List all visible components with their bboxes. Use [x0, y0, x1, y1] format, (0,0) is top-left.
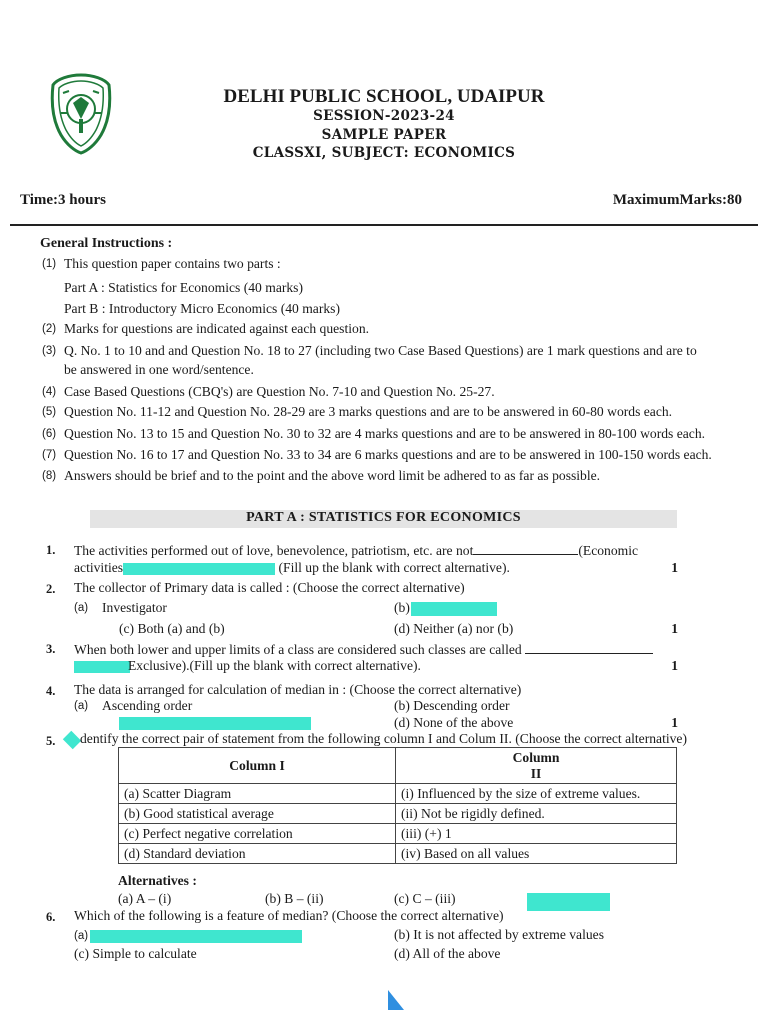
- maximum-marks: MaximumMarks:80: [612, 192, 742, 208]
- question-number: 4.: [46, 684, 56, 698]
- instruction-number: (4): [42, 386, 57, 398]
- question-text: [74, 541, 638, 560]
- table-cell: (ii) Not be rigidly defined.: [396, 804, 677, 824]
- option-label: (a): [74, 602, 89, 614]
- instruction-text: Answers should be brief and to the point and the above word limit be adhered to as far as possible.: [64, 468, 601, 483]
- instruction-text: Question No. 16 to 17 and Question No. 33 to 34 are 6 marks questions and are to be answered in 100-150 words each.: [64, 447, 712, 462]
- question-marks: 1: [671, 715, 678, 730]
- option-text: (d) Neither (a) nor (b): [394, 621, 514, 636]
- instruction-number: (3): [42, 345, 57, 357]
- table-cell: (d) Standard deviation: [119, 844, 396, 864]
- table-cell: (b) Good statistical average: [119, 804, 396, 824]
- question-marks: 1: [671, 560, 678, 575]
- instruction-number: (8): [42, 470, 57, 482]
- question-1-line2-end: (Fill up the blank with correct alternative).: [278, 560, 510, 575]
- answer-blank: [473, 541, 578, 555]
- option-text: (b) It is not affected by extreme values: [394, 927, 604, 942]
- alternative-option: (c) C – (iii): [394, 891, 456, 906]
- column-header: Column I: [119, 748, 396, 784]
- option-text: Investigator: [102, 600, 167, 615]
- table-row: [119, 784, 677, 804]
- instruction-text: Part A : Statistics for Economics (40 marks): [64, 280, 303, 295]
- redaction-highlight: [411, 602, 497, 616]
- question-marks: 1: [671, 658, 678, 673]
- question-1-line2-start: activities: [74, 560, 124, 575]
- table-cell: (a) Scatter Diagram: [119, 784, 396, 804]
- alternative-option: (a) A – (i): [118, 891, 172, 906]
- option-text: (d) All of the above: [394, 946, 501, 961]
- instruction-number: (7): [42, 449, 57, 461]
- redaction-highlight: [123, 563, 275, 575]
- question-number: 2.: [46, 582, 56, 596]
- instructions-heading: General Instructions :: [40, 236, 173, 251]
- instruction-text: Q. No. 1 to 10 and and Question No. 18 to 27 (including two Case Based Questions) are 1 mark questions and are to: [64, 343, 697, 358]
- instruction-number: (6): [42, 428, 57, 440]
- question-1-tail: (Economic: [578, 543, 638, 558]
- column-header-line: II: [530, 765, 542, 781]
- question-text-line2: [74, 560, 510, 577]
- question-number: 1.: [46, 543, 56, 557]
- header-divider: [10, 224, 758, 226]
- class-subject: CLASSXI, SUBJECT: ECONOMICS: [252, 145, 516, 161]
- redaction-highlight: [527, 893, 610, 911]
- answer-blank: [525, 640, 653, 654]
- paper-type: SAMPLE PAPER: [321, 127, 447, 143]
- instruction-text: be answered in one word/sentence.: [64, 362, 254, 377]
- table-cell: (c) Perfect negative correlation: [119, 824, 396, 844]
- question-1-text: The activities performed out of love, benevolence, patriotism, etc. are not: [74, 543, 474, 558]
- option-label: (a): [74, 930, 89, 942]
- school-name: DELHI PUBLIC SCHOOL, UDAIPUR: [223, 86, 545, 107]
- table-row: [119, 804, 677, 824]
- question-3-line2: Exclusive).(Fill up the blank with correct alternative).: [128, 658, 421, 673]
- instruction-text: Marks for questions are indicated against each question.: [64, 321, 370, 336]
- redaction-highlight: [63, 731, 81, 749]
- question-number: 5.: [46, 734, 56, 748]
- table-cell: (i) Influenced by the size of extreme values.: [396, 784, 677, 804]
- redaction-highlight: [119, 717, 311, 730]
- question-6-text: Which of the following is a feature of median? (Choose the correct alternative): [74, 908, 504, 923]
- session-label: SESSION-2023-24: [313, 108, 455, 124]
- column-header: [396, 748, 677, 784]
- instruction-text: Question No. 11-12 and Question No. 28-29 are 3 marks questions and are to be answered in 60-80 words each.: [64, 404, 673, 419]
- question-3-text: When both lower and upper limits of a class are considered such classes are called: [74, 642, 522, 657]
- question-number: 6.: [46, 910, 56, 924]
- instruction-text: Question No. 13 to 15 and Question No. 30 to 32 are 4 marks questions and are to be answered in 80-100 words each.: [64, 426, 706, 441]
- alternative-option: (b) B – (ii): [265, 891, 324, 906]
- cursor-arrow-icon: [386, 988, 406, 1012]
- instruction-number: (5): [42, 406, 57, 418]
- instruction-number: (1): [42, 258, 57, 270]
- table-cell: (iii) (+) 1: [396, 824, 677, 844]
- time-allowed: Time:3 hours: [20, 192, 106, 208]
- instruction-text: This question paper contains two parts :: [64, 256, 281, 271]
- instruction-text: Case Based Questions (CBQ's) are Question No. 7-10 and Question No. 25-27.: [64, 384, 495, 399]
- question-2-text: The collector of Primary data is called : (Choose the correct alternative): [74, 580, 465, 595]
- question-5-text: dentify the correct pair of statement from the following column I and Colum II. (Choose the correct alternative): [80, 731, 687, 746]
- question-marks: 1: [671, 621, 678, 636]
- option-text: (c) Simple to calculate: [74, 946, 197, 961]
- alternatives-heading: Alternatives :: [118, 873, 197, 888]
- table-header-row: [119, 748, 677, 784]
- question-4-text: The data is arranged for calculation of median in : (Choose the correct alternative): [74, 682, 522, 697]
- instruction-text: Part B : Introductory Micro Economics (40 marks): [64, 301, 340, 316]
- option-text: (b) Descending order: [394, 698, 510, 713]
- option-text: (d) None of the above: [394, 715, 514, 730]
- redaction-highlight: [74, 661, 130, 673]
- table-cell: (iv) Based on all values: [396, 844, 677, 864]
- question-number: 3.: [46, 642, 56, 656]
- option-text: (c) Both (a) and (b): [119, 621, 225, 636]
- table-row: [119, 824, 677, 844]
- option-label: (a): [74, 700, 89, 712]
- question-text: [74, 640, 653, 659]
- column-header-line: Column: [512, 750, 560, 765]
- option-text: Ascending order: [102, 698, 193, 713]
- instruction-number: (2): [42, 323, 57, 335]
- redaction-highlight: [90, 930, 302, 943]
- table-row: [119, 844, 677, 864]
- option-label: (b): [394, 600, 410, 615]
- matching-table: [118, 747, 677, 864]
- part-a-title: PART A : STATISTICS FOR ECONOMICS: [246, 510, 521, 525]
